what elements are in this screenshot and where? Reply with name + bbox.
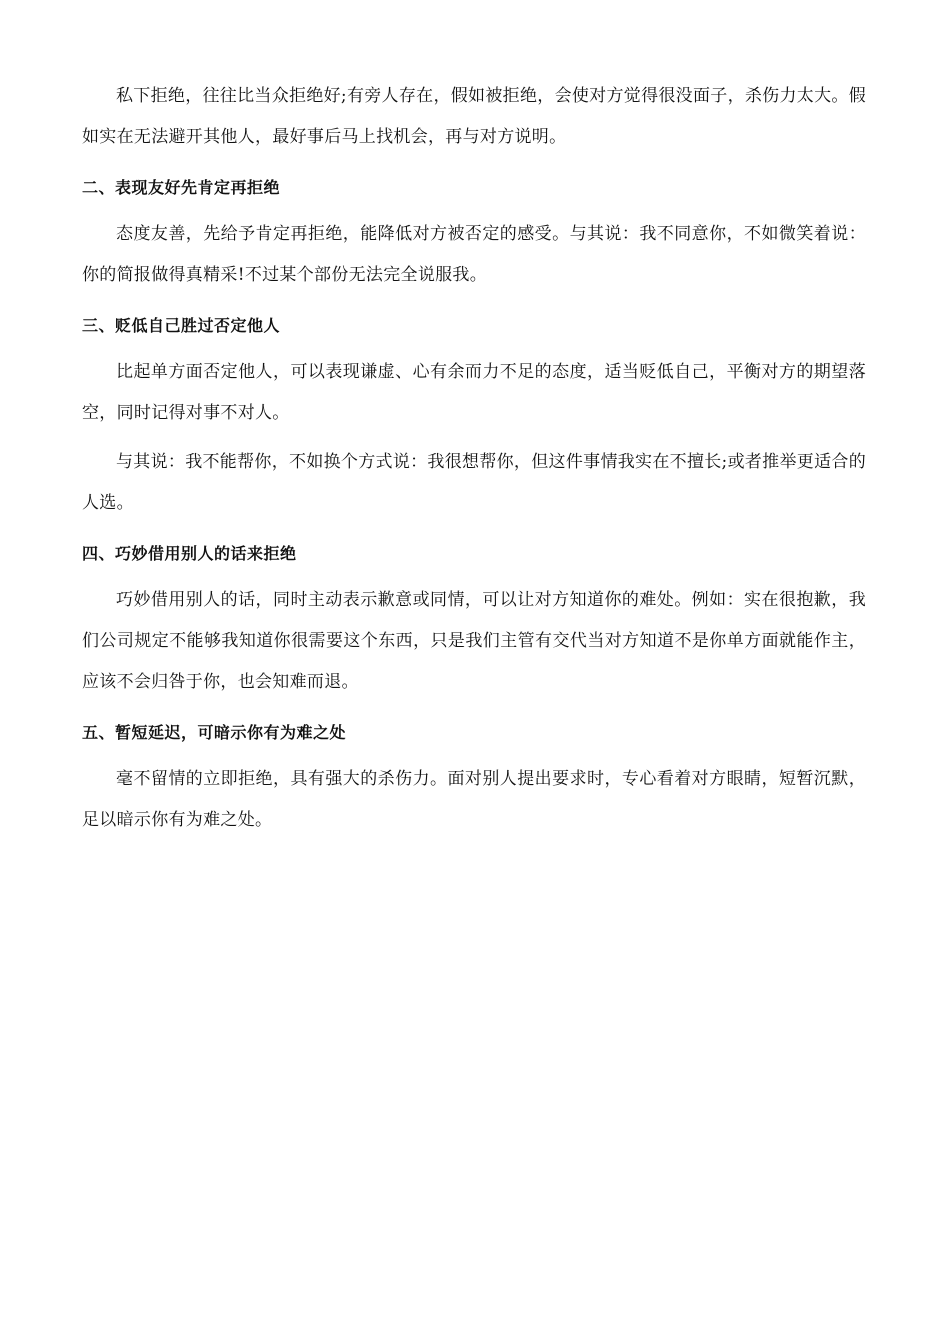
spacer [82,703,866,721]
spacer [82,566,866,580]
spacer [82,338,866,352]
document-body [82,76,866,841]
spacer [82,158,866,176]
paragraph-section-3a: 比起单方面否定他人，可以表现谦虚、心有余而力不足的态度，适当贬低自己，平衡对方的期望落空，同时记得对事不对人。 [82,362,866,423]
section-heading-5: 五、暂短延迟，可暗示你有为难之处 [82,723,347,742]
section-heading-4: 四、巧妙借用别人的话来拒绝 [82,544,297,563]
paragraph-section-5: 毫不留情的立即拒绝，具有强大的杀伤力。面对别人提出要求时，专心看着对方眼睛，短暂沉默，足以暗示你有为难之处。 [82,769,866,830]
paragraph-intro: 私下拒绝，往往比当众拒绝好;有旁人存在，假如被拒绝，会使对方觉得很没面子，杀伤力太大。假如实在无法避开其他人，最好事后马上找机会，再与对方说明。 [82,86,866,147]
paragraph-section-3b: 与其说：我不能帮你，不如换个方式说：我很想帮你，但这件事情我实在不擅长;或者推举更适合的人选。 [82,452,866,513]
spacer [82,296,866,314]
spacer [82,524,866,542]
spacer [82,200,866,214]
paragraph-section-4: 巧妙借用别人的话，同时主动表示歉意或同情，可以让对方知道你的难处。例如：实在很抱歉，我们公司规定不能够我知道你很需要这个东西，只是我们主管有交代当对方知道不是你单方面就能作主，应该不会归咎于你，也会知难而退。 [82,590,866,692]
section-heading-3: 三、贬低自己胜过否定他人 [82,316,281,335]
spacer [82,434,866,442]
paragraph-section-2: 态度友善，先给予肯定再拒绝，能降低对方被否定的感受。与其说：我不同意你，不如微笑着说：你的简报做得真精采!不过某个部份无法完全说服我。 [82,224,866,285]
spacer [82,745,866,759]
section-heading-2: 二、表现友好先肯定再拒绝 [82,178,281,197]
